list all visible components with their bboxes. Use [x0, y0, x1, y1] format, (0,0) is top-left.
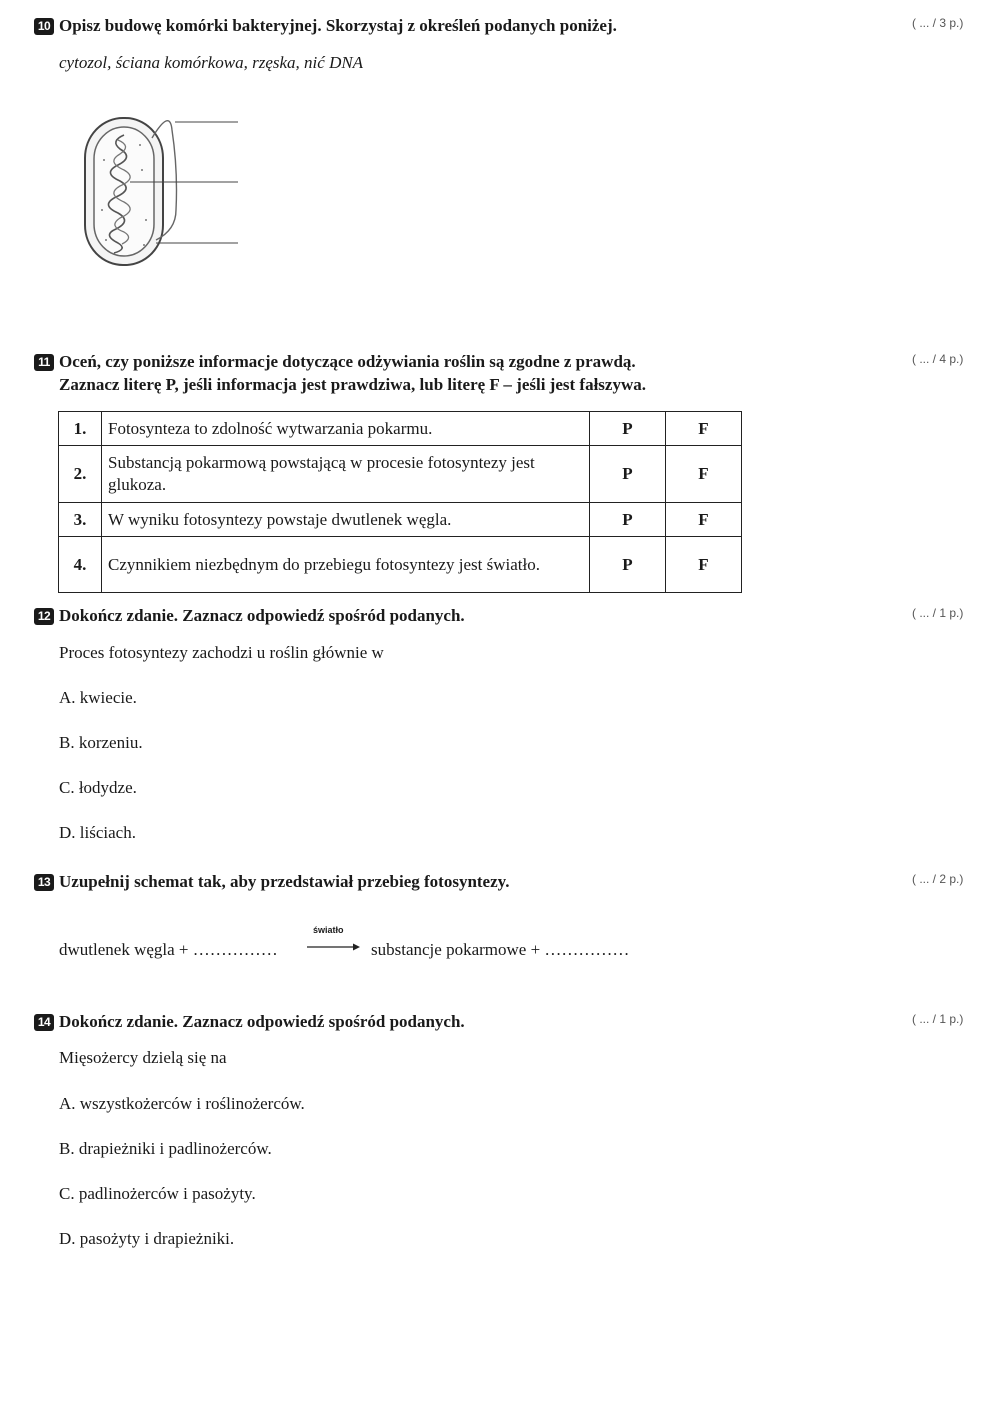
bacterial-cell-diagram	[80, 100, 250, 275]
q10-number: 10	[34, 18, 54, 35]
q13-points: ( ... / 2 p.)	[912, 872, 964, 886]
q13-right-side[interactable]: substancje pokarmowe + ……………	[371, 940, 630, 959]
false-option[interactable]: F	[666, 412, 742, 446]
q11-header	[34, 350, 636, 373]
true-option[interactable]: P	[590, 537, 666, 593]
q11-points: ( ... / 4 p.)	[912, 352, 964, 366]
row-number: 1.	[59, 412, 102, 446]
q10-header	[34, 14, 617, 37]
statement: Fotosynteza to zdolność wytwarzania pokarmu.	[102, 412, 590, 446]
q12-number: 12	[34, 608, 54, 625]
true-option[interactable]: P	[590, 503, 666, 537]
table-row	[59, 537, 742, 593]
q12-points: ( ... / 1 p.)	[912, 606, 964, 620]
statement: Czynnikiem niezbędnym do przebiegu fotosyntezy jest światło.	[102, 537, 590, 593]
table-row	[59, 446, 742, 503]
q13-title: Uzupełnij schemat tak, aby przedstawiał przebieg fotosyntezy.	[59, 872, 510, 891]
q14-option-c[interactable]: C. padlinożerców i pasożyty.	[59, 1184, 256, 1203]
q12-title: Dokończ zdanie. Zaznacz odpowiedź spośród podanych.	[59, 606, 465, 625]
q14-option-b[interactable]: B. drapieżniki i padlinożerców.	[59, 1139, 272, 1158]
q14-option-d[interactable]: D. pasożyty i drapieżniki.	[59, 1229, 235, 1248]
row-number: 3.	[59, 503, 102, 537]
statement: W wyniku fotosyntezy powstaje dwutlenek węgla.	[102, 503, 590, 537]
q14-title: Dokończ zdanie. Zaznacz odpowiedź spośród podanych.	[59, 1012, 465, 1031]
q14-stem: Mięsożercy dzielą się na	[59, 1048, 227, 1067]
q12-option-c[interactable]: C. łodydze.	[59, 778, 137, 797]
q14-number: 14	[34, 1014, 54, 1031]
q11-title-line1: Oceń, czy poniższe informacje dotyczące odżywiania roślin są zgodne z prawdą.	[59, 352, 636, 371]
true-option[interactable]: P	[590, 412, 666, 446]
q14-points: ( ... / 1 p.)	[912, 1012, 964, 1026]
q12-header	[34, 604, 465, 627]
q10-points: ( ... / 3 p.)	[912, 16, 964, 30]
q13-header	[34, 870, 509, 893]
q12-stem: Proces fotosyntezy zachodzi u roślin głównie w	[59, 643, 384, 662]
q11-number: 11	[34, 354, 54, 371]
true-option[interactable]: P	[590, 446, 666, 503]
q14-header	[34, 1010, 465, 1033]
q13-arrow-label: światło	[313, 925, 344, 935]
q11-title-line2: Zaznacz literę P, jeśli informacja jest prawdziwa, lub literę F – jeśli jest fałszywa.	[59, 375, 646, 394]
q13-left-side[interactable]: dwutlenek węgla + ……………	[59, 940, 278, 959]
true-false-table	[58, 411, 742, 593]
q12-option-b[interactable]: B. korzeniu.	[59, 733, 143, 752]
q10-title: Opisz budowę komórki bakteryjnej. Skorzystaj z określeń podanych poniżej.	[59, 16, 617, 35]
table-row	[59, 412, 742, 446]
statement: Substancją pokarmową powstającą w procesie fotosyntezy jest glukoza.	[102, 446, 590, 503]
q10-terms: cytozol, ściana komórkowa, rzęska, nić DNA	[59, 53, 364, 72]
row-number: 4.	[59, 537, 102, 593]
row-number: 2.	[59, 446, 102, 503]
false-option[interactable]: F	[666, 446, 742, 503]
false-option[interactable]: F	[666, 503, 742, 537]
q12-option-d[interactable]: D. liściach.	[59, 823, 136, 842]
q12-option-a[interactable]: A. kwiecie.	[59, 688, 137, 707]
table-row	[59, 503, 742, 537]
q14-option-a[interactable]: A. wszystkożerców i roślinożerców.	[59, 1094, 305, 1113]
false-option[interactable]: F	[666, 537, 742, 593]
reaction-arrow-icon	[307, 942, 361, 952]
q13-number: 13	[34, 874, 54, 891]
